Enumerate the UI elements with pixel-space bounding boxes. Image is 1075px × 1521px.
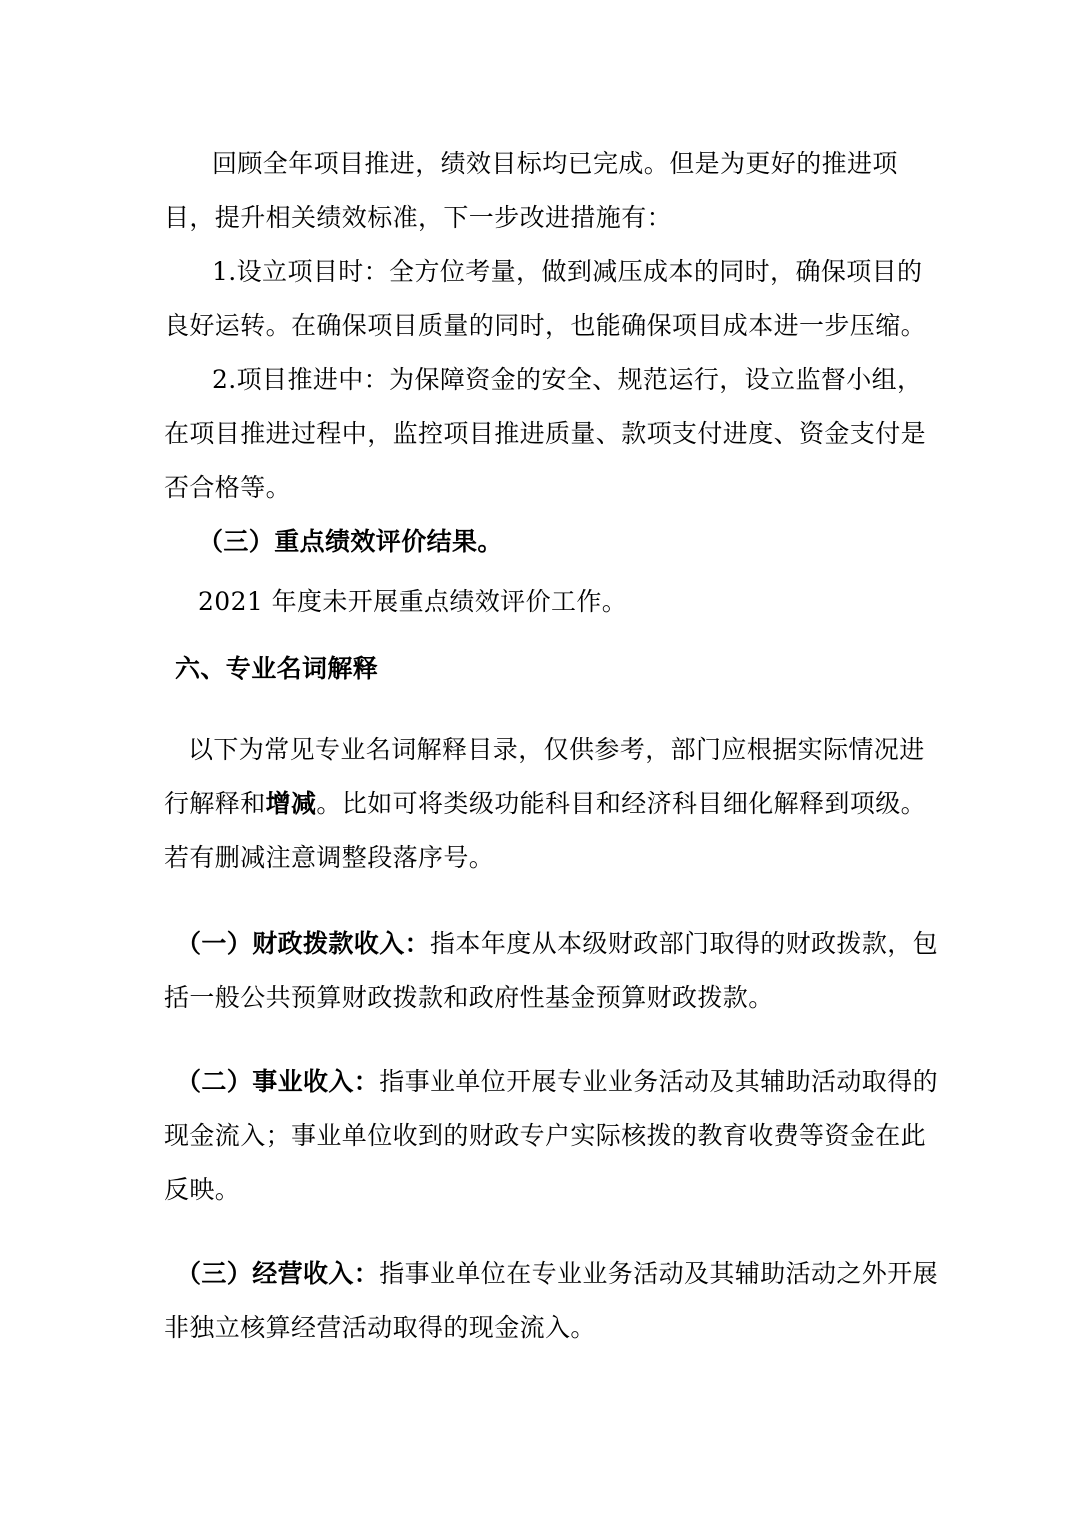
term-3-name: （三）经营收入：	[176, 1259, 380, 1288]
term-2-line-3: 反映。	[164, 1175, 241, 1204]
section-6-heading: 六、专业名词解释	[175, 654, 379, 683]
intro-prefix: 行解释和	[164, 789, 266, 818]
item-1-line-2: 良好运转。在确保项目质量的同时，也能确保项目成本进一步压缩。	[164, 311, 927, 340]
item-2-line-1: 2.项目推进中：为保障资金的安全、规范运行，设立监督小组，	[212, 365, 923, 394]
term-3-line-1	[176, 1252, 938, 1296]
intro-bold-word: 增减	[265, 789, 317, 818]
intro-line-1: 回顾全年项目推进，绩效目标均已完成。但是为更好的推进项	[212, 149, 898, 178]
item-1-line-1: 1.设立项目时：全方位考量，做到减压成本的同时，确保项目的	[212, 257, 923, 286]
intro-suffix: 。比如可将类级功能科目和经济科目细化解释到项级。	[316, 789, 927, 818]
term-3-definition: 指事业单位在专业业务活动及其辅助活动之外开展	[379, 1259, 939, 1288]
term-2-name: （二）事业收入：	[176, 1067, 380, 1096]
section-6-intro-line-3: 若有删减注意调整段落序号。	[164, 843, 495, 872]
item-2-line-3: 否合格等。	[164, 473, 292, 502]
section-3-heading: （三）重点绩效评价结果。	[198, 527, 503, 556]
section-6-intro-line-1: 以下为常见专业名词解释目录，仅供参考，部门应根据实际情况进	[188, 735, 925, 764]
item-2-line-2: 在项目推进过程中，监控项目推进质量、款项支付进度、资金支付是	[164, 419, 927, 448]
term-3-line-2: 非独立核算经营活动取得的现金流入。	[164, 1313, 596, 1342]
section-3-text: 2021 年度未开展重点绩效评价工作。	[198, 587, 628, 616]
term-2-line-1	[176, 1060, 938, 1104]
term-2-definition: 指事业单位开展专业业务活动及其辅助活动取得的	[379, 1067, 939, 1096]
term-1-name: （一）财政拨款收入：	[176, 929, 431, 958]
term-1-line-2: 括一般公共预算财政拨款和政府性基金预算财政拨款。	[164, 983, 774, 1012]
term-2-line-2: 现金流入；事业单位收到的财政专户实际核拨的教育收费等资金在此	[164, 1121, 927, 1150]
intro-line-2: 目，提升相关绩效标准，下一步改进措施有：	[164, 203, 673, 232]
term-1-line-1	[176, 922, 938, 966]
section-6-intro-line-2	[164, 782, 926, 826]
term-1-definition: 指本年度从本级财政部门取得的财政拨款，包	[430, 929, 939, 958]
